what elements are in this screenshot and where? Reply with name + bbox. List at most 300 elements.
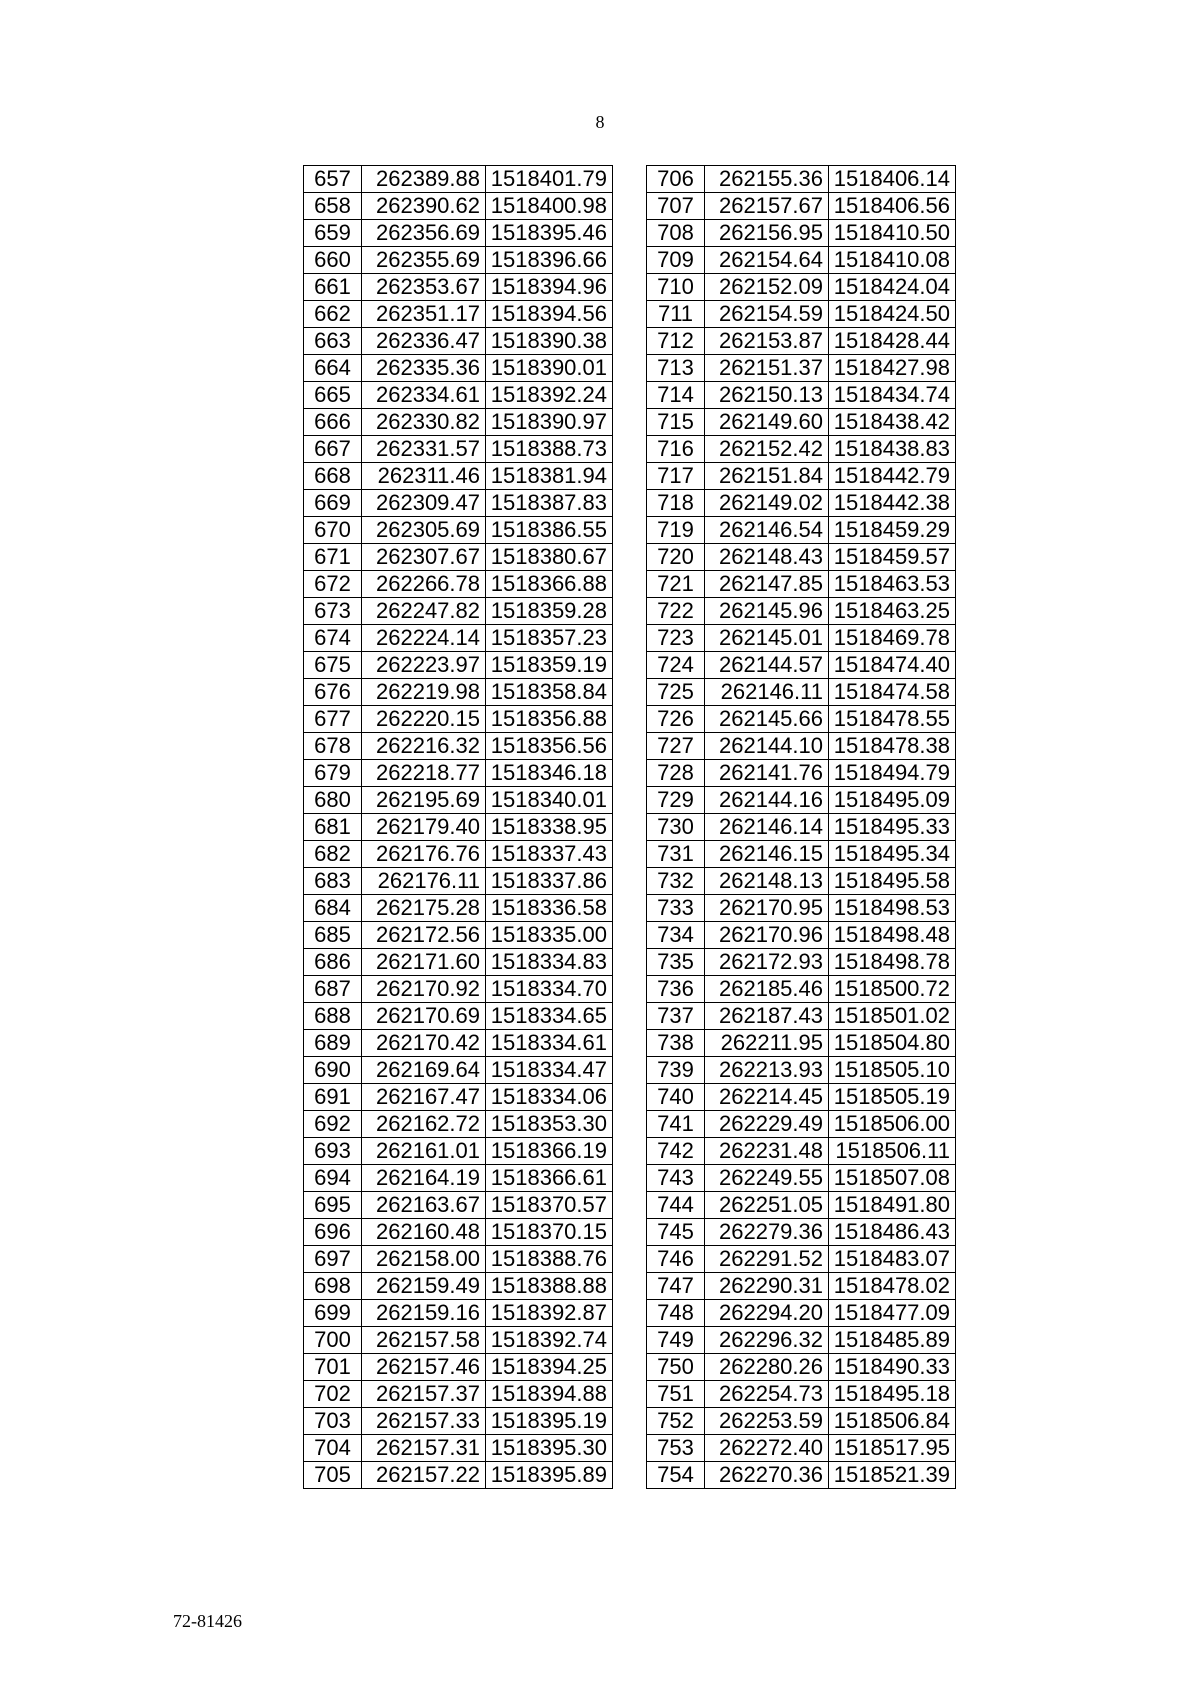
y-coordinate-cell: 1518507.08 (829, 1165, 956, 1192)
y-coordinate-cell: 1518424.04 (829, 274, 956, 301)
x-coordinate-cell: 262169.64 (362, 1057, 486, 1084)
table-row (647, 328, 956, 355)
x-coordinate-cell: 262154.59 (705, 301, 829, 328)
x-coordinate-cell: 262146.15 (705, 841, 829, 868)
x-coordinate-cell: 262145.66 (705, 706, 829, 733)
point-number-cell: 697 (304, 1246, 362, 1273)
table-row (304, 733, 613, 760)
table-row (304, 1300, 613, 1327)
y-coordinate-cell: 1518386.55 (486, 517, 613, 544)
x-coordinate-cell: 262213.93 (705, 1057, 829, 1084)
y-coordinate-cell: 1518459.57 (829, 544, 956, 571)
point-number-cell: 706 (647, 166, 705, 193)
x-coordinate-cell: 262179.40 (362, 814, 486, 841)
table-row (304, 1165, 613, 1192)
y-coordinate-cell: 1518336.58 (486, 895, 613, 922)
x-coordinate-cell: 262176.76 (362, 841, 486, 868)
y-coordinate-cell: 1518392.74 (486, 1327, 613, 1354)
y-coordinate-cell: 1518517.95 (829, 1435, 956, 1462)
table-row (647, 544, 956, 571)
table-row (304, 814, 613, 841)
point-number-cell: 753 (647, 1435, 705, 1462)
point-number-cell: 657 (304, 166, 362, 193)
y-coordinate-cell: 1518358.84 (486, 679, 613, 706)
y-coordinate-cell: 1518477.09 (829, 1300, 956, 1327)
point-number-cell: 740 (647, 1084, 705, 1111)
y-coordinate-cell: 1518334.65 (486, 1003, 613, 1030)
y-coordinate-cell: 1518394.56 (486, 301, 613, 328)
point-number-cell: 682 (304, 841, 362, 868)
table-row (647, 1273, 956, 1300)
x-coordinate-cell: 262146.54 (705, 517, 829, 544)
x-coordinate-cell: 262157.67 (705, 193, 829, 220)
point-number-cell: 686 (304, 949, 362, 976)
y-coordinate-cell: 1518498.53 (829, 895, 956, 922)
x-coordinate-cell: 262167.47 (362, 1084, 486, 1111)
y-coordinate-cell: 1518346.18 (486, 760, 613, 787)
x-coordinate-cell: 262144.10 (705, 733, 829, 760)
y-coordinate-cell: 1518459.29 (829, 517, 956, 544)
x-coordinate-cell: 262159.16 (362, 1300, 486, 1327)
y-coordinate-cell: 1518334.70 (486, 976, 613, 1003)
table-row (304, 625, 613, 652)
point-number-cell: 692 (304, 1111, 362, 1138)
x-coordinate-cell: 262309.47 (362, 490, 486, 517)
y-coordinate-cell: 1518400.98 (486, 193, 613, 220)
point-number-cell: 734 (647, 922, 705, 949)
table-row (647, 1219, 956, 1246)
point-number-cell: 700 (304, 1327, 362, 1354)
x-coordinate-cell: 262151.84 (705, 463, 829, 490)
point-number-cell: 729 (647, 787, 705, 814)
table-row (304, 382, 613, 409)
x-coordinate-cell: 262162.72 (362, 1111, 486, 1138)
table-row (304, 1138, 613, 1165)
table-row (647, 1192, 956, 1219)
x-coordinate-cell: 262147.85 (705, 571, 829, 598)
y-coordinate-cell: 1518395.89 (486, 1462, 613, 1489)
point-number-cell: 683 (304, 868, 362, 895)
y-coordinate-cell: 1518495.09 (829, 787, 956, 814)
x-coordinate-cell: 262164.19 (362, 1165, 486, 1192)
x-coordinate-cell: 262231.48 (705, 1138, 829, 1165)
y-coordinate-cell: 1518410.50 (829, 220, 956, 247)
x-coordinate-cell: 262253.59 (705, 1408, 829, 1435)
table-row (304, 706, 613, 733)
point-number-cell: 724 (647, 652, 705, 679)
y-coordinate-cell: 1518494.79 (829, 760, 956, 787)
x-coordinate-cell: 262175.28 (362, 895, 486, 922)
point-number-cell: 730 (647, 814, 705, 841)
table-row (647, 220, 956, 247)
point-number-cell: 748 (647, 1300, 705, 1327)
table-row (304, 1381, 613, 1408)
x-coordinate-cell: 262154.64 (705, 247, 829, 274)
x-coordinate-cell: 262389.88 (362, 166, 486, 193)
y-coordinate-cell: 1518401.79 (486, 166, 613, 193)
point-number-cell: 666 (304, 409, 362, 436)
x-coordinate-cell: 262149.02 (705, 490, 829, 517)
x-coordinate-cell: 262150.13 (705, 382, 829, 409)
table-row (647, 1138, 956, 1165)
point-number-cell: 676 (304, 679, 362, 706)
x-coordinate-cell: 262170.92 (362, 976, 486, 1003)
y-coordinate-cell: 1518394.88 (486, 1381, 613, 1408)
table-row (647, 409, 956, 436)
x-coordinate-cell: 262148.43 (705, 544, 829, 571)
table-row (304, 301, 613, 328)
coordinate-table-right (646, 165, 956, 1489)
x-coordinate-cell: 262294.20 (705, 1300, 829, 1327)
point-number-cell: 670 (304, 517, 362, 544)
table-row (304, 1111, 613, 1138)
y-coordinate-cell: 1518395.46 (486, 220, 613, 247)
y-coordinate-cell: 1518381.94 (486, 463, 613, 490)
y-coordinate-cell: 1518334.06 (486, 1084, 613, 1111)
table-row (304, 571, 613, 598)
point-number-cell: 746 (647, 1246, 705, 1273)
table-row (647, 922, 956, 949)
table-row (304, 1354, 613, 1381)
x-coordinate-cell: 262330.82 (362, 409, 486, 436)
x-coordinate-cell: 262305.69 (362, 517, 486, 544)
y-coordinate-cell: 1518338.95 (486, 814, 613, 841)
x-coordinate-cell: 262144.57 (705, 652, 829, 679)
table-row (304, 409, 613, 436)
x-coordinate-cell: 262151.37 (705, 355, 829, 382)
x-coordinate-cell: 262149.60 (705, 409, 829, 436)
y-coordinate-cell: 1518406.56 (829, 193, 956, 220)
point-number-cell: 737 (647, 1003, 705, 1030)
y-coordinate-cell: 1518498.48 (829, 922, 956, 949)
table-row (647, 949, 956, 976)
x-coordinate-cell: 262249.55 (705, 1165, 829, 1192)
y-coordinate-cell: 1518478.38 (829, 733, 956, 760)
table-row (647, 1408, 956, 1435)
table-row (304, 787, 613, 814)
x-coordinate-cell: 262351.17 (362, 301, 486, 328)
y-coordinate-cell: 1518501.02 (829, 1003, 956, 1030)
table-row (304, 220, 613, 247)
table-row (647, 274, 956, 301)
x-coordinate-cell: 262157.22 (362, 1462, 486, 1489)
point-number-cell: 733 (647, 895, 705, 922)
y-coordinate-cell: 1518486.43 (829, 1219, 956, 1246)
point-number-cell: 675 (304, 652, 362, 679)
y-coordinate-cell: 1518387.83 (486, 490, 613, 517)
table-row (647, 598, 956, 625)
y-coordinate-cell: 1518474.40 (829, 652, 956, 679)
table-row (647, 706, 956, 733)
x-coordinate-cell: 262172.56 (362, 922, 486, 949)
y-coordinate-cell: 1518366.61 (486, 1165, 613, 1192)
y-coordinate-cell: 1518392.87 (486, 1300, 613, 1327)
point-number-cell: 747 (647, 1273, 705, 1300)
y-coordinate-cell: 1518388.73 (486, 436, 613, 463)
table-row (647, 463, 956, 490)
x-coordinate-cell: 262218.77 (362, 760, 486, 787)
point-number-cell: 728 (647, 760, 705, 787)
point-number-cell: 752 (647, 1408, 705, 1435)
x-coordinate-cell: 262171.60 (362, 949, 486, 976)
point-number-cell: 698 (304, 1273, 362, 1300)
table-row (647, 1354, 956, 1381)
x-coordinate-cell: 262355.69 (362, 247, 486, 274)
x-coordinate-cell: 262158.00 (362, 1246, 486, 1273)
y-coordinate-cell: 1518396.66 (486, 247, 613, 274)
y-coordinate-cell: 1518390.38 (486, 328, 613, 355)
x-coordinate-cell: 262220.15 (362, 706, 486, 733)
y-coordinate-cell: 1518359.19 (486, 652, 613, 679)
x-coordinate-cell: 262157.46 (362, 1354, 486, 1381)
coordinate-table-left (303, 165, 613, 1489)
y-coordinate-cell: 1518334.61 (486, 1030, 613, 1057)
y-coordinate-cell: 1518495.18 (829, 1381, 956, 1408)
table-row (647, 976, 956, 1003)
point-number-cell: 661 (304, 274, 362, 301)
point-number-cell: 664 (304, 355, 362, 382)
y-coordinate-cell: 1518370.57 (486, 1192, 613, 1219)
y-coordinate-cell: 1518395.30 (486, 1435, 613, 1462)
y-coordinate-cell: 1518442.79 (829, 463, 956, 490)
point-number-cell: 688 (304, 1003, 362, 1030)
point-number-cell: 713 (647, 355, 705, 382)
point-number-cell: 719 (647, 517, 705, 544)
y-coordinate-cell: 1518506.84 (829, 1408, 956, 1435)
point-number-cell: 696 (304, 1219, 362, 1246)
x-coordinate-cell: 262290.31 (705, 1273, 829, 1300)
y-coordinate-cell: 1518337.86 (486, 868, 613, 895)
point-number-cell: 680 (304, 787, 362, 814)
point-number-cell: 727 (647, 733, 705, 760)
x-coordinate-cell: 262353.67 (362, 274, 486, 301)
table-row (304, 1246, 613, 1273)
x-coordinate-cell: 262155.36 (705, 166, 829, 193)
table-row (304, 490, 613, 517)
y-coordinate-cell: 1518334.83 (486, 949, 613, 976)
y-coordinate-cell: 1518463.53 (829, 571, 956, 598)
document-code: 72-81426 (173, 1611, 242, 1631)
table-row (304, 544, 613, 571)
table-row (304, 1003, 613, 1030)
table-row (647, 1327, 956, 1354)
x-coordinate-cell: 262270.36 (705, 1462, 829, 1489)
page-number: 8 (595, 112, 605, 132)
x-coordinate-cell: 262214.45 (705, 1084, 829, 1111)
x-coordinate-cell: 262307.67 (362, 544, 486, 571)
point-number-cell: 679 (304, 760, 362, 787)
x-coordinate-cell: 262356.69 (362, 220, 486, 247)
x-coordinate-cell: 262160.48 (362, 1219, 486, 1246)
point-number-cell: 687 (304, 976, 362, 1003)
y-coordinate-cell: 1518495.58 (829, 868, 956, 895)
table-row (647, 895, 956, 922)
table-row (304, 1030, 613, 1057)
point-number-cell: 741 (647, 1111, 705, 1138)
y-coordinate-cell: 1518478.02 (829, 1273, 956, 1300)
x-coordinate-cell: 262145.96 (705, 598, 829, 625)
y-coordinate-cell: 1518406.14 (829, 166, 956, 193)
table-row (647, 1381, 956, 1408)
y-coordinate-cell: 1518495.34 (829, 841, 956, 868)
x-coordinate-cell: 262195.69 (362, 787, 486, 814)
table-row (647, 841, 956, 868)
table-row (304, 1327, 613, 1354)
point-number-cell: 681 (304, 814, 362, 841)
y-coordinate-cell: 1518491.80 (829, 1192, 956, 1219)
point-number-cell: 723 (647, 625, 705, 652)
point-number-cell: 710 (647, 274, 705, 301)
table-row (304, 895, 613, 922)
point-number-cell: 716 (647, 436, 705, 463)
y-coordinate-cell: 1518469.78 (829, 625, 956, 652)
table-row (647, 1030, 956, 1057)
x-coordinate-cell: 262170.42 (362, 1030, 486, 1057)
table-row (647, 1165, 956, 1192)
x-coordinate-cell: 262219.98 (362, 679, 486, 706)
point-number-cell: 693 (304, 1138, 362, 1165)
point-number-cell: 708 (647, 220, 705, 247)
point-number-cell: 685 (304, 922, 362, 949)
y-coordinate-cell: 1518334.47 (486, 1057, 613, 1084)
table-row (304, 1462, 613, 1489)
y-coordinate-cell: 1518428.44 (829, 328, 956, 355)
y-coordinate-cell: 1518424.50 (829, 301, 956, 328)
y-coordinate-cell: 1518370.15 (486, 1219, 613, 1246)
y-coordinate-cell: 1518442.38 (829, 490, 956, 517)
x-coordinate-cell: 262336.47 (362, 328, 486, 355)
x-coordinate-cell: 262163.67 (362, 1192, 486, 1219)
table-row (647, 1003, 956, 1030)
x-coordinate-cell: 262146.14 (705, 814, 829, 841)
table-row (304, 841, 613, 868)
y-coordinate-cell: 1518357.23 (486, 625, 613, 652)
y-coordinate-cell: 1518483.07 (829, 1246, 956, 1273)
table-row (647, 1435, 956, 1462)
point-number-cell: 717 (647, 463, 705, 490)
point-number-cell: 726 (647, 706, 705, 733)
y-coordinate-cell: 1518356.88 (486, 706, 613, 733)
x-coordinate-cell: 262146.11 (705, 679, 829, 706)
point-number-cell: 674 (304, 625, 362, 652)
x-coordinate-cell: 262157.33 (362, 1408, 486, 1435)
x-coordinate-cell: 262157.37 (362, 1381, 486, 1408)
x-coordinate-cell: 262170.95 (705, 895, 829, 922)
y-coordinate-cell: 1518463.25 (829, 598, 956, 625)
point-number-cell: 749 (647, 1327, 705, 1354)
y-coordinate-cell: 1518505.19 (829, 1084, 956, 1111)
point-number-cell: 671 (304, 544, 362, 571)
table-row (647, 1057, 956, 1084)
table-row (647, 436, 956, 463)
x-coordinate-cell: 262247.82 (362, 598, 486, 625)
y-coordinate-cell: 1518495.33 (829, 814, 956, 841)
table-row (304, 652, 613, 679)
table-row (304, 355, 613, 382)
y-coordinate-cell: 1518498.78 (829, 949, 956, 976)
point-number-cell: 732 (647, 868, 705, 895)
point-number-cell: 707 (647, 193, 705, 220)
point-number-cell: 695 (304, 1192, 362, 1219)
y-coordinate-cell: 1518504.80 (829, 1030, 956, 1057)
point-number-cell: 736 (647, 976, 705, 1003)
y-coordinate-cell: 1518390.01 (486, 355, 613, 382)
table-row (304, 679, 613, 706)
y-coordinate-cell: 1518505.10 (829, 1057, 956, 1084)
point-number-cell: 694 (304, 1165, 362, 1192)
x-coordinate-cell: 262279.36 (705, 1219, 829, 1246)
point-number-cell: 702 (304, 1381, 362, 1408)
table-row (304, 1057, 613, 1084)
table-row (647, 301, 956, 328)
point-number-cell: 718 (647, 490, 705, 517)
x-coordinate-cell: 262266.78 (362, 571, 486, 598)
y-coordinate-cell: 1518335.00 (486, 922, 613, 949)
point-number-cell: 672 (304, 571, 362, 598)
x-coordinate-cell: 262159.49 (362, 1273, 486, 1300)
point-number-cell: 720 (647, 544, 705, 571)
point-number-cell: 659 (304, 220, 362, 247)
point-number-cell: 745 (647, 1219, 705, 1246)
table-row (647, 868, 956, 895)
y-coordinate-cell: 1518474.58 (829, 679, 956, 706)
table-row (647, 1246, 956, 1273)
y-coordinate-cell: 1518353.30 (486, 1111, 613, 1138)
point-number-cell: 722 (647, 598, 705, 625)
table-row (304, 1084, 613, 1111)
point-number-cell: 739 (647, 1057, 705, 1084)
point-number-cell: 684 (304, 895, 362, 922)
table-row (304, 463, 613, 490)
point-number-cell: 691 (304, 1084, 362, 1111)
y-coordinate-cell: 1518359.28 (486, 598, 613, 625)
point-number-cell: 665 (304, 382, 362, 409)
x-coordinate-cell: 262185.46 (705, 976, 829, 1003)
table-row (647, 679, 956, 706)
point-number-cell: 714 (647, 382, 705, 409)
y-coordinate-cell: 1518366.19 (486, 1138, 613, 1165)
point-number-cell: 662 (304, 301, 362, 328)
x-coordinate-cell: 262390.62 (362, 193, 486, 220)
y-coordinate-cell: 1518506.11 (829, 1138, 956, 1165)
x-coordinate-cell: 262187.43 (705, 1003, 829, 1030)
y-coordinate-cell: 1518390.97 (486, 409, 613, 436)
y-coordinate-cell: 1518380.67 (486, 544, 613, 571)
point-number-cell: 705 (304, 1462, 362, 1489)
point-number-cell: 668 (304, 463, 362, 490)
y-coordinate-cell: 1518438.83 (829, 436, 956, 463)
point-number-cell: 744 (647, 1192, 705, 1219)
table-row (304, 868, 613, 895)
table-row (647, 1462, 956, 1489)
table-row (647, 247, 956, 274)
point-number-cell: 711 (647, 301, 705, 328)
point-number-cell: 673 (304, 598, 362, 625)
x-coordinate-cell: 262335.36 (362, 355, 486, 382)
table-row (304, 1219, 613, 1246)
point-number-cell: 735 (647, 949, 705, 976)
table-row (647, 814, 956, 841)
table-row (304, 247, 613, 274)
point-number-cell: 712 (647, 328, 705, 355)
table-row (647, 760, 956, 787)
x-coordinate-cell: 262254.73 (705, 1381, 829, 1408)
table-row (304, 1435, 613, 1462)
x-coordinate-cell: 262161.01 (362, 1138, 486, 1165)
y-coordinate-cell: 1518438.42 (829, 409, 956, 436)
point-number-cell: 678 (304, 733, 362, 760)
point-number-cell: 742 (647, 1138, 705, 1165)
